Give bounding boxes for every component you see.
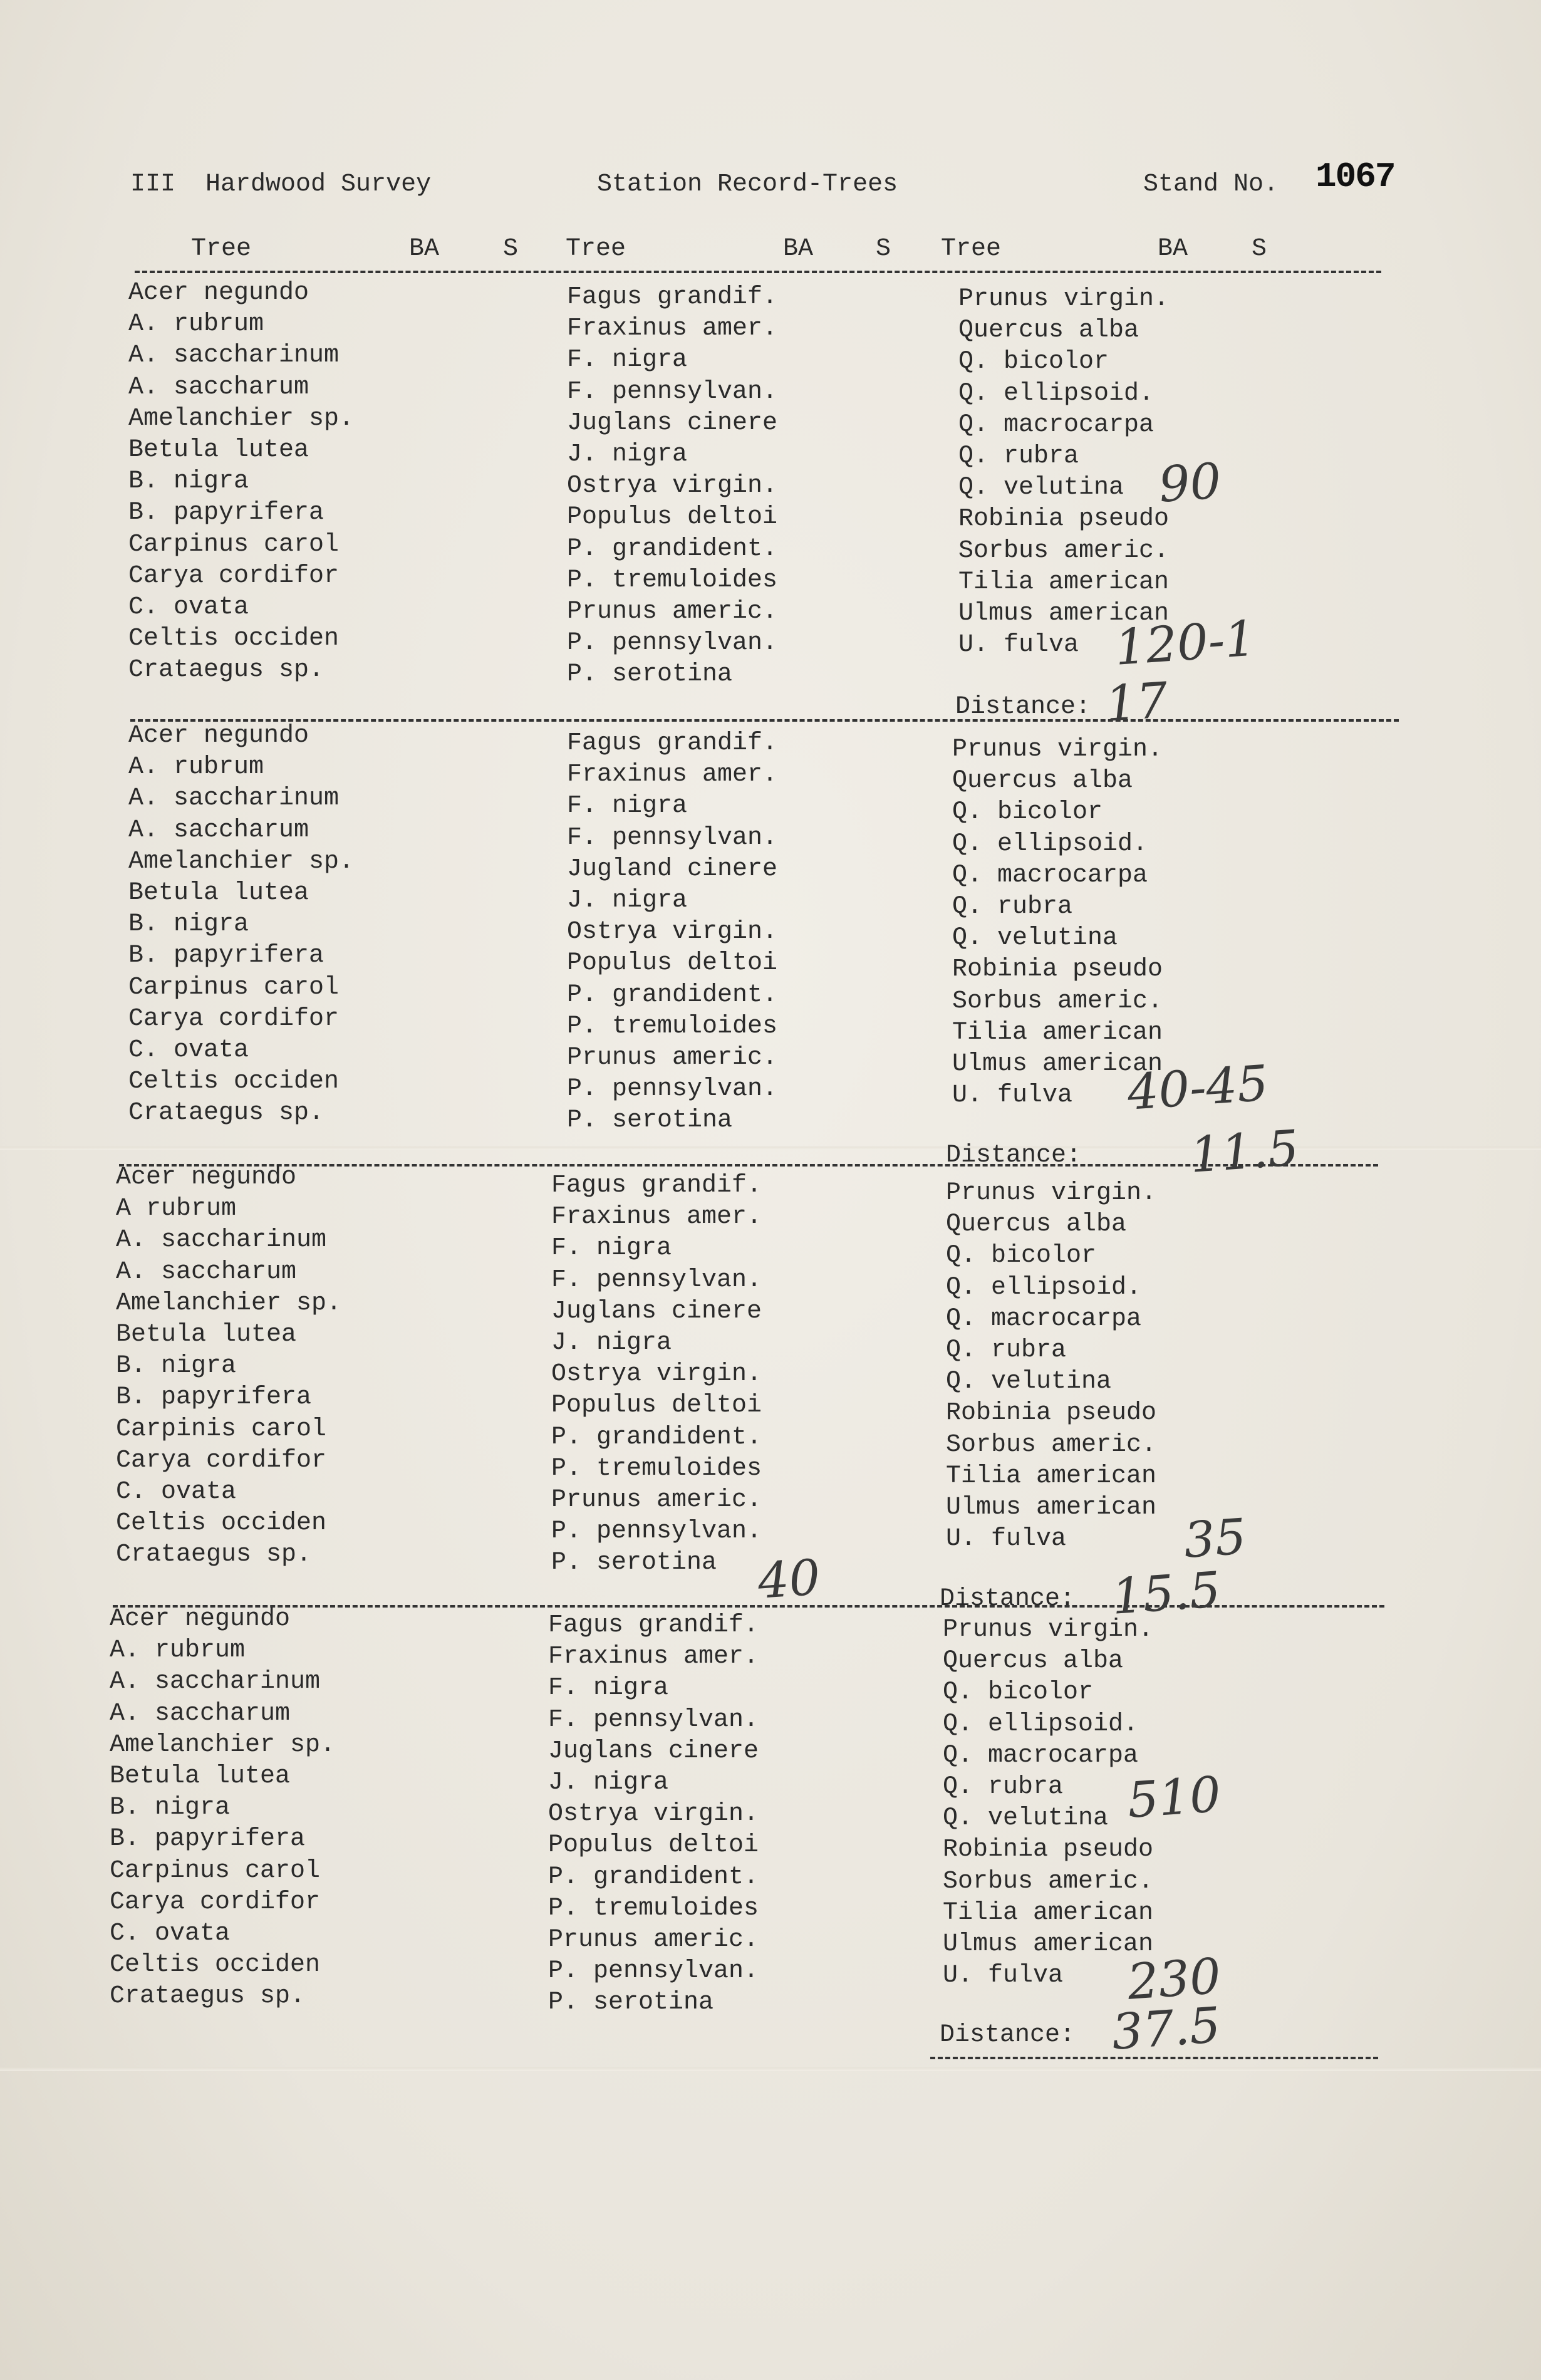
col1-tree-header: Tree xyxy=(191,235,252,263)
species-row: Fagus grandif. xyxy=(567,283,778,311)
species-row: Ostrya virgin. xyxy=(548,1800,759,1829)
header-rule xyxy=(135,271,1381,273)
species-row: Acer negundo xyxy=(110,1605,291,1633)
species-row: Q. bicolor xyxy=(943,1678,1094,1707)
species-row: Betula lutea xyxy=(116,1320,297,1349)
species-row: J. nigra xyxy=(567,440,688,469)
species-row: A. saccharum xyxy=(116,1257,297,1286)
record-title: Station Record-Trees xyxy=(597,170,898,199)
species-row: Q. velutina xyxy=(952,924,1118,953)
species-row: Ostrya virgin. xyxy=(567,472,778,501)
paper-fold xyxy=(0,2067,1541,2071)
species-row: Populus deltoi xyxy=(567,949,778,978)
species-row: Fraxinus amer. xyxy=(567,761,778,789)
species-row: Carpinus carol xyxy=(110,1856,321,1885)
species-row: Robinia pseudo xyxy=(946,1399,1157,1428)
species-row: B. nigra xyxy=(128,910,249,939)
station-4-col2 xyxy=(548,1610,759,2019)
species-row: P. pennsylvan. xyxy=(551,1517,762,1546)
species-row: Q. ellipsoid. xyxy=(943,1710,1139,1738)
station-1-col3 xyxy=(958,284,1169,661)
species-row: Tilia american xyxy=(946,1462,1157,1490)
species-row: P. grandident. xyxy=(567,980,778,1009)
species-row: Quercus alba xyxy=(958,316,1139,345)
handwritten-note: 510 xyxy=(1125,1766,1223,1829)
species-row: Fagus grandif. xyxy=(548,1611,759,1639)
col3-s-header: S xyxy=(1252,235,1267,263)
species-row: Q. ellipsoid. xyxy=(958,379,1154,408)
species-row: B. papyrifera xyxy=(110,1825,306,1854)
species-row: Q. macrocarpa xyxy=(958,410,1154,439)
col2-s-header: S xyxy=(876,235,891,263)
species-row: Robinia pseudo xyxy=(952,955,1163,984)
species-row: Fagus grandif. xyxy=(567,729,778,757)
species-row: Fagus grandif. xyxy=(551,1172,762,1200)
species-row: Crataegus sp. xyxy=(128,656,324,685)
col2-tree-header: Tree xyxy=(566,235,626,263)
species-row: Amelanchier sp. xyxy=(110,1730,336,1759)
station-2-col1 xyxy=(128,720,354,1129)
species-row: Fraxinus amer. xyxy=(548,1643,759,1671)
species-row: P. tremuloides xyxy=(567,566,778,595)
col2-ba-header: BA xyxy=(783,235,814,263)
col1-ba-header: BA xyxy=(409,235,440,263)
species-row: Fraxinus amer. xyxy=(567,314,778,343)
species-row: F. nigra xyxy=(551,1234,672,1263)
species-row: Prunus virgin. xyxy=(943,1616,1154,1644)
species-row: Q. rubra xyxy=(946,1336,1067,1364)
species-row: B. nigra xyxy=(116,1352,237,1381)
species-row: B. papyrifera xyxy=(116,1383,312,1412)
species-row: Q. rubra xyxy=(952,892,1073,921)
species-row: A. saccharinum xyxy=(128,341,340,370)
col3-tree-header: Tree xyxy=(941,235,1002,263)
station-3-col1 xyxy=(116,1162,341,1571)
col3-ba-header: BA xyxy=(1158,235,1188,263)
handwritten-note: 35 xyxy=(1181,1509,1248,1569)
species-row: A. saccharum xyxy=(110,1699,291,1728)
species-row: Q. velutina xyxy=(946,1368,1112,1396)
species-row: Carpinis carol xyxy=(116,1415,327,1443)
station-3-distance-value: 15.5 xyxy=(1109,1561,1223,1626)
species-row: Jugland cinere xyxy=(567,855,778,883)
species-row: F. nigra xyxy=(548,1674,669,1703)
species-row: Carya cordifor xyxy=(116,1446,327,1475)
species-row: P. grandident. xyxy=(551,1423,762,1452)
handwritten-note: 230 xyxy=(1125,1948,1223,2011)
species-row: Ulmus american xyxy=(958,599,1170,628)
species-row: Prunus americ. xyxy=(551,1485,762,1514)
species-row: A. saccharinum xyxy=(116,1226,327,1255)
species-row: P. tremuloides xyxy=(567,1012,778,1041)
species-row: U. fulva xyxy=(952,1081,1073,1110)
species-row: B. nigra xyxy=(110,1794,231,1822)
species-row: Q. bicolor xyxy=(946,1242,1097,1271)
species-row: Juglans cinere xyxy=(551,1297,762,1326)
station-3-col3 xyxy=(946,1178,1156,1555)
station-3-col2 xyxy=(551,1170,762,1579)
survey-title: III Hardwood Survey xyxy=(130,170,432,199)
species-row: Ulmus american xyxy=(952,1049,1163,1078)
species-row: Celtis occiden xyxy=(110,1951,321,1980)
species-row: Populus deltoi xyxy=(548,1831,759,1860)
species-row: Q. rubra xyxy=(943,1772,1064,1801)
station-1-distance-label: Distance: xyxy=(955,693,1091,721)
species-row: Amelanchier sp. xyxy=(128,847,355,876)
species-row: P. pennsylvan. xyxy=(567,1075,778,1104)
species-row: P. grandident. xyxy=(548,1863,759,1891)
stand-label: Stand No. xyxy=(1143,170,1279,199)
station-2-distance-label: Distance: xyxy=(946,1141,1082,1170)
paper-fold xyxy=(0,1146,1541,1150)
species-row: Carpinus carol xyxy=(128,973,340,1002)
species-row: J. nigra xyxy=(551,1328,672,1357)
species-row: C. ovata xyxy=(116,1477,237,1506)
species-row: Robinia pseudo xyxy=(958,505,1170,534)
species-row: Amelanchier sp. xyxy=(116,1289,342,1317)
species-row: Prunus americ. xyxy=(567,1043,778,1072)
species-row: U. fulva xyxy=(946,1525,1067,1554)
species-row: Sorbus americ. xyxy=(943,1867,1154,1896)
species-row: Juglans cinere xyxy=(567,408,778,437)
species-row: Fraxinus amer. xyxy=(551,1203,762,1232)
species-row: Populus deltoi xyxy=(567,503,778,532)
species-row: Crataegus sp. xyxy=(110,1982,306,2011)
species-row: Q. macrocarpa xyxy=(946,1304,1142,1333)
species-row: Amelanchier sp. xyxy=(128,404,355,433)
species-row: Crataegus sp. xyxy=(116,1541,312,1569)
species-row: P. serotina xyxy=(551,1549,717,1577)
species-row: B. papyrifera xyxy=(128,499,324,527)
species-row: F. pennsylvan. xyxy=(551,1265,762,1294)
species-row: F. nigra xyxy=(567,346,688,375)
handwritten-note: 120-1 xyxy=(1113,610,1258,677)
species-row: Tilia american xyxy=(943,1898,1154,1927)
station-2-col2 xyxy=(567,728,777,1136)
species-row: Ostrya virgin. xyxy=(551,1360,762,1389)
species-row: P. serotina xyxy=(567,1106,733,1135)
species-row: Q. bicolor xyxy=(952,798,1103,827)
species-row: Tilia american xyxy=(952,1018,1163,1047)
station-4-distance-value: 37.5 xyxy=(1109,1997,1223,2061)
species-row: Robinia pseudo xyxy=(943,1836,1154,1864)
species-row: F. pennsylvan. xyxy=(567,823,778,852)
species-row: Q. ellipsoid. xyxy=(946,1273,1142,1302)
species-row: Prunus virgin. xyxy=(952,735,1163,764)
species-row: Q. rubra xyxy=(958,442,1079,470)
species-row: A. saccharinum xyxy=(128,784,340,813)
station-1-distance-value: 17 xyxy=(1103,672,1170,733)
species-row: Q. ellipsoid. xyxy=(952,829,1148,858)
species-row: U. fulva xyxy=(943,1962,1064,1990)
species-row: Prunus virgin. xyxy=(946,1179,1157,1207)
species-row: Crataegus sp. xyxy=(128,1099,324,1128)
species-row: P. serotina xyxy=(548,1988,714,2017)
species-row: P. pennsylvan. xyxy=(548,1957,759,1986)
species-row: Populus deltoi xyxy=(551,1391,762,1420)
species-row: Q. macrocarpa xyxy=(952,861,1148,890)
species-row: Acer negundo xyxy=(128,722,309,750)
station-2-col3 xyxy=(952,734,1163,1111)
species-row: Q. velutina xyxy=(943,1804,1109,1833)
species-row: P. grandident. xyxy=(567,534,778,563)
species-row: P. tremuloides xyxy=(548,1894,759,1923)
species-row: Betula lutea xyxy=(128,435,309,464)
species-row: A. rubrum xyxy=(128,310,264,339)
species-row: Ostrya virgin. xyxy=(567,918,778,947)
station-3-distance-label: Distance: xyxy=(940,1585,1076,1613)
species-row: B. nigra xyxy=(128,467,249,496)
station-1-col1 xyxy=(128,278,354,686)
species-row: A rubrum xyxy=(116,1195,237,1224)
species-row: Prunus americ. xyxy=(567,597,778,626)
species-row: Ulmus american xyxy=(946,1493,1157,1522)
species-row: C. ovata xyxy=(128,1036,249,1064)
species-row: F. nigra xyxy=(567,792,688,821)
station-4-col3 xyxy=(943,1614,1153,1992)
species-row: J. nigra xyxy=(548,1768,669,1797)
species-row: Acer negundo xyxy=(128,279,309,307)
species-row: A. rubrum xyxy=(110,1636,246,1665)
station-4-distance-label: Distance: xyxy=(940,2021,1076,2049)
species-row: Q. bicolor xyxy=(958,348,1109,377)
species-row: Celtis occiden xyxy=(128,625,340,653)
species-row: Q. velutina xyxy=(958,474,1124,502)
stand-number: 1067 xyxy=(1315,157,1395,197)
species-row: Carya cordifor xyxy=(128,1004,340,1033)
station-4-col1 xyxy=(110,1604,335,2012)
species-row: Carya cordifor xyxy=(110,1888,321,1916)
species-row: Sorbus americ. xyxy=(958,536,1170,565)
species-row: Sorbus americ. xyxy=(952,987,1163,1016)
species-row: F. pennsylvan. xyxy=(548,1705,759,1734)
species-row: Celtis occiden xyxy=(128,1068,340,1096)
handwritten-note: 40 xyxy=(755,1549,822,1610)
species-row: Celtis occiden xyxy=(116,1509,327,1538)
species-row: Acer negundo xyxy=(116,1163,297,1192)
station-1-col2 xyxy=(567,282,777,690)
species-row: Ulmus american xyxy=(943,1930,1154,1958)
species-row: Quercus alba xyxy=(943,1647,1124,1676)
handwritten-note: 40-45 xyxy=(1125,1055,1270,1121)
species-row: P. serotina xyxy=(567,660,733,689)
species-row: Betula lutea xyxy=(128,878,309,907)
species-row: Q. macrocarpa xyxy=(943,1741,1139,1770)
species-row: C. ovata xyxy=(128,593,249,621)
species-row: Carpinus carol xyxy=(128,530,340,559)
species-row: A. saccharum xyxy=(128,373,309,402)
station-2-distance-value: 11.5 xyxy=(1188,1120,1301,1184)
species-row: Carya cordifor xyxy=(128,561,340,590)
species-row: Juglans cinere xyxy=(548,1737,759,1765)
species-row: P. tremuloides xyxy=(551,1454,762,1483)
species-row: U. fulva xyxy=(958,631,1079,660)
species-row: Sorbus americ. xyxy=(946,1430,1157,1459)
species-row: C. ovata xyxy=(110,1919,231,1948)
handwritten-note: 90 xyxy=(1156,453,1223,514)
species-row: Betula lutea xyxy=(110,1762,291,1790)
species-row: Quercus alba xyxy=(946,1210,1127,1239)
col1-s-header: S xyxy=(503,235,519,263)
species-row: B. papyrifera xyxy=(128,942,324,970)
species-row: A. rubrum xyxy=(128,753,264,782)
species-row: Tilia american xyxy=(958,568,1170,596)
species-row: J. nigra xyxy=(567,886,688,915)
species-row: Quercus alba xyxy=(952,767,1133,796)
species-row: P. pennsylvan. xyxy=(567,629,778,658)
species-row: A. saccharinum xyxy=(110,1668,321,1697)
species-row: Prunus americ. xyxy=(548,1925,759,1954)
species-row: F. pennsylvan. xyxy=(567,377,778,406)
species-row: Prunus virgin. xyxy=(958,285,1170,313)
species-row: A. saccharum xyxy=(128,816,309,844)
